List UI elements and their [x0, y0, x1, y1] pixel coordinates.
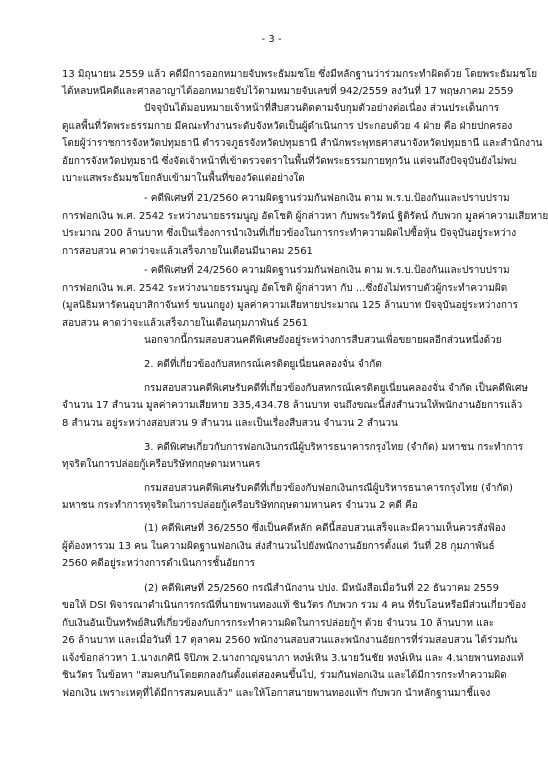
text-line: - คดีพิเศษที่ 21/2560 ความผิดฐานร่วมกันฟอกเงิน ตาม พ.ร.บ.ป้องกันและปราบปราม [144, 193, 510, 204]
text-line: ฟอกเงิน เพราะเหตุที่ได้มีการสมคบแล้ว" และให้โอกาสนายพานทองแท้ฯ กับพวก นำหลักฐานมาชี้แจง [62, 688, 491, 699]
text-line: การฟอกเงิน พ.ศ. 2542 ระหว่างนายธรรมนูญ อัตโชติ ผู้กล่าวหา กับ ...ซึ่งยังไม่ทราบตัวผู้กระทำความผิด [62, 283, 508, 294]
text-line: (1) คดีพิเศษที่ 36/2550 ซึ่งเป็นคดีหลัก คดีนี้สอบสวนเสร็จและมีความเห็นควรสั่งฟ้อง [144, 523, 506, 534]
text-line: การฟอกเงิน พ.ศ. 2542 ระหว่างนายธรรมนูญ อัตโชติ ผู้กล่าวหา กับพระวิรัตน์ ฐิติรัตน์ กับพวก มูลค่าความเสียหาย [62, 211, 548, 222]
text-line: ทุจริตในการปล่อยกู้เครือบริษัทกฤษดามหานคร [62, 459, 261, 470]
text-line: (มูลนิธิมหารัตนอุบาสิกาจันทร์ ขนนกยูง) มูลค่าความเสียหายประมาณ 125 ล้านบาท ปัจจุบันอยู่ระหว่างการ [62, 300, 518, 311]
text-line: ได้หลบหนีคดีและศาลอาญาได้ออกหมายจับไว้ตามหมายจับเลขที่ 942/2559 ลงวันที่ 17 พฤษภาคม 2559 [62, 86, 514, 97]
text-line: จำนวน 17 สำนวน มูลค่าความเสียหาย 335,434.78 ล้านบาท จนถึงขณะนี้ส่งสำนวนให้พนักงานอัยการแล้ว [62, 400, 523, 411]
text-line: ประมาณ 200 ล้านบาท ซึ่งเป็นเรื่องการนำเงินที่เกี่ยวข้องในการกระทำความผิดไปซื้อหุ้น ปัจจุบันอยู่ระหว่าง [62, 228, 517, 239]
text-line: 2560 คดีอยู่ระหว่างการดำเนินการชั้นอัยการ [62, 558, 255, 569]
text-line: ชินวัตร ในข้อหา "สมคบกันโดยตกลงกันตั้งแต่สองคนขึ้นไป, ร่วมกันฟอกเงิน และได้มีการกระทำความผิด [62, 670, 507, 681]
page-number: - 3 - [261, 34, 282, 45]
text-line: โดยผู้ว่าราชการจังหวัดปทุมธานี ตำรวจภูธรจังหวัดปทุมธานี สำนักพระพุทธศาสนาจังหวัดปทุมธานี และสำนักงาน [62, 138, 543, 149]
text-line: แจ้งข้อกล่าวหา 1.นางเกศินี จิปิภพ 2.นางกาญจนาภา หงษ์เหิน 3.นายวันชัย หงษ์เหิน และ 4.นายพานทองแท้ [62, 653, 524, 664]
text-line: (2) คดีพิเศษที่ 25/2560 กรณีสำนักงาน ปปง. มีหนังสือเมื่อวันที่ 22 ธันวาคม 2559 [144, 583, 499, 594]
text-line: ดูแลพื้นที่วัดพระธรรมกาย มีคณะทำงานระดับจังหวัดเป็นผู้ดำเนินการ ประกอบด้วย 4 ฝ่าย คือ ฝ่ายปกครอง [62, 121, 513, 132]
text-line: 26 ล้านบาท และเมื่อวันที่ 17 ตุลาคม 2560 พนักงานสอบสวนและพนักงานอัยการที่ร่วมสอบสวน ได้ร่วมกัน [62, 635, 518, 646]
text-line: กับเงินอันเป็นทรัพย์สินที่เกี่ยวข้องกับการกระทำความผิดในการปล่อยกู้ฯ ด้วย จำนวน 10 ล้านบาท และ [62, 618, 495, 629]
text-line: ขอให้ DSI พิจารณาดำเนินการกรณีที่นายพานทองแท้ ชินวัตร กับพวก รวม 4 คน ที่รับโอนหรือมีส่วนเกี่ยวข้อง [62, 600, 527, 611]
text-line: มหาชน กระทำการทุจริตในการปล่อยกู้เครือบริษัทกฤษดามหานคร จำนวน 2 คดี คือ [62, 500, 418, 511]
text-line: 2. คดีที่เกี่ยวข้องกับสหกรณ์เครดิตยูเนี่ยนคลองจั่น จำกัด [144, 359, 382, 370]
text-line: ปัจจุบันได้มอบหมายเจ้าหน้าที่สืบสวนติดตามจับกุมตัวอย่างต่อเนื่อง ส่วนประเด็นการ [144, 103, 500, 114]
text-line: 8 สำนวน อยู่ระหว่างสอบสวน 9 สำนวน และเป็นเรื่องสืบสวน จำนวน 2 สำนวน [62, 418, 398, 429]
text-line: อัยการจังหวัดปทุมธานี ซึ่งจัดเจ้าหน้าที่เข้าตรวจตราในพื้นที่วัดพระธรรมกายทุกวัน แต่จนถึงปัจจุบันยังไม่พบ [62, 156, 517, 167]
text-line: เบาะแสพระธัมมชโยกลับเข้ามาในพื้นที่ของวัดแต่อย่างใด [62, 173, 305, 184]
text-line: 13 มิถุนายน 2559 แล้ว คดีมีการออกหมายจับพระธัมมชโย ซึ่งมีหลักฐานว่าร่วมกระทำผิดด้วย โดยพระธัมมชโย [62, 69, 538, 80]
text-line: ผู้ต้องหารวม 13 คน ในความผิดฐานฟอกเงิน ส่งสำนวนไปยังพนักงานอัยการตั้งแต่ วันที่ 28 กุมภาพันธ์ [62, 541, 495, 552]
text-line: สอบสวน คาดว่าจะแล้วเสร็จภายในเดือนกุมภาพันธ์ 2561 [62, 318, 308, 329]
text-line: กรมสอบสวนคดีพิเศษรับคดีที่เกี่ยวข้องกับสหกรณ์เครดิตยูเนี่ยนคลองจั่น จำกัด เป็นคดีพิเศษ [144, 383, 528, 394]
text-line: กรมสอบสวนคดีพิเศษรับคดีที่เกี่ยวข้องกับฟอกเงินกรณีผู้บริหารธนาคารกรุงไทย (จำกัด) [144, 483, 513, 494]
text-line: 3. คดีพิเศษเกี่ยวกับการฟอกเงินกรณีผู้บริหารธนาคารกรุงไทย (จำกัด) มหาชน กระทำการ [144, 442, 524, 453]
text-line: - คดีพิเศษที่ 24/2560 ความผิดฐานร่วมกันฟอกเงิน ตาม พ.ร.บ.ป้องกันและปราบปราม [144, 265, 510, 276]
text-line: นอกจากนี้กรมสอบสวนคดีพิเศษยังอยู่ระหว่างการสืบสวนเพื่อขยายผลอีกส่วนหนึ่งด้วย [144, 335, 502, 346]
text-line: การสอบสวน คาดว่าจะแล้วเสร็จภายในเดือนมีนาคม 2561 [62, 246, 313, 257]
